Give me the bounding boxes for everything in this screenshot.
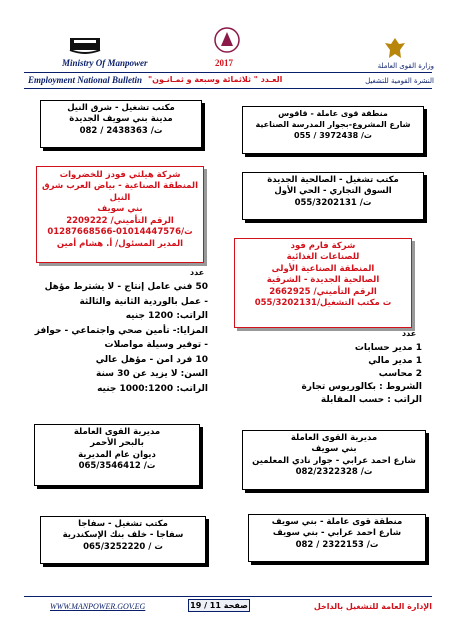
box-line: مكتب تشغيل - الصالحية الجديدة [267, 175, 399, 185]
insurance-number: الرقم التأميني/ 2662925 [269, 286, 377, 297]
admin-footer-ar: الإدارة العامة للتشغيل بالداخل [313, 602, 432, 611]
left-jobs-count-header: عدد [190, 268, 205, 277]
box-line: ت / 065/3252220 [83, 541, 163, 552]
box-line: بني سويف [311, 444, 357, 455]
company-address: المنطقة الصناعية - بياض العرب شرق النيل [42, 181, 198, 203]
office-box-new-salhia [242, 172, 424, 220]
job-line: 10 فرد امن - مؤهل عالي [95, 354, 208, 365]
box-line: ت/ 055/3202131 [294, 197, 372, 208]
company-phones: ت/01014447576-01287668566 [47, 227, 193, 238]
insurance-number: الرقم التأميني/ 2209222 [66, 215, 174, 226]
bulletin-title-en: Employment National Bulletin [28, 75, 143, 85]
job-line: الراتب: 1000:1200 جنيه [97, 383, 208, 394]
office-box-qaqos [242, 106, 424, 154]
box-line: ت/ 2322153 / 082 [295, 539, 379, 550]
directorate-box-beni-suef [242, 430, 426, 490]
box-line: ديوان عام المديرية [78, 449, 156, 460]
job-line: المزايا:- تأمين صحي واجتماعي - حوافز [34, 325, 208, 336]
job-line: السن: لا يزيد عن 30 سنة [95, 369, 208, 379]
eagle-logo [384, 36, 406, 60]
company-sector: للصناعات الغذائية [286, 252, 360, 263]
ministry-logo-left [68, 34, 102, 56]
website-link[interactable]: WWW.MANPOWER.GOV.EG [50, 602, 146, 611]
bulletin-title-ar: النشرة القومية للتشغيل [365, 77, 434, 85]
right-jobs-count-header: عدد [402, 329, 417, 338]
box-line: منطقة قوى عاملة - بني سويف [271, 517, 403, 527]
box-line: ت/ 082/2322328 [295, 467, 373, 478]
job-line: 1 مدير حسابات [354, 343, 422, 353]
company-name: شركة هيلثي فودز للخضروات [59, 170, 181, 180]
ministry-title-en: Ministry Of Manpower [62, 58, 148, 68]
issue-number: العـدد " ثلاثمائة وسبعة و ثمـانـون" [148, 75, 283, 84]
office-box-safaga [40, 516, 206, 564]
box-line: مكتب تشغيل - سفاجا [78, 519, 168, 529]
box-line: مديرية القوى العاملة [290, 433, 378, 443]
box-line: منطقة قوى عاملة - قاقوس [278, 109, 388, 118]
job-line: - عمل بالوردية الثانية والثالثة [79, 296, 208, 307]
box-line: السوق التجاري - الحي الأول [274, 186, 392, 197]
company-box-healthy-foods [36, 166, 204, 263]
company-zone: المنطقة الصناعية الأولى [271, 263, 375, 274]
company-manager: المدير المسئول/ أ. هشام أمين [56, 238, 184, 249]
office-box-beni-suef-zone [248, 514, 426, 562]
left-jobs-list [30, 280, 208, 396]
box-line: شارع المشروع-بجوار المدرسة الصناعية [255, 119, 411, 129]
page-number: صفحة 11 / 19 [188, 599, 250, 612]
box-line: سفاجا - خلف بنك الإسكندرية [62, 530, 184, 541]
office-phone: ت مكتب التشغيل/055/3202131 [254, 298, 392, 309]
box-line: ت/ 3972438 / 055 [294, 130, 372, 140]
job-line: 1 مدير مالي [368, 356, 422, 366]
box-line: مديرية القوى العاملة [73, 427, 161, 437]
year-label: 2017 [215, 58, 233, 68]
box-line: بالبحر الأحمر [90, 438, 144, 449]
company-name: شركة فارم فود [290, 241, 356, 251]
job-line: - توفير وسيلة مواصلات [104, 340, 208, 350]
box-line: ت/ 2438363 / 082 [79, 125, 163, 136]
box-line: مدينة بني سويف الجديدة [69, 114, 173, 125]
right-jobs-list [262, 342, 422, 407]
office-box-east-nile [40, 100, 202, 148]
job-line: 2 محاسب [378, 369, 422, 379]
ministry-title-ar: وزارة القوى العاملة [377, 62, 434, 70]
directorate-box-red-sea [34, 424, 200, 486]
box-line: شارع احمد عرابي - جوار نادي المعلمين [252, 455, 416, 466]
company-box-farm-food [234, 238, 412, 328]
box-line: مكتب تشغيل - شرق النيل [67, 103, 175, 113]
company-city: بني سويف [97, 204, 143, 215]
job-line: الشروط : بكالوريوس تجارة [301, 382, 422, 392]
company-city: الصالحية الجديدة - الشرقية [266, 275, 380, 286]
box-line: شارع احمد عرابي - بني سويف [272, 528, 402, 539]
job-line: 50 فني عامل إنتاج - لا يشترط مؤهل [44, 282, 208, 292]
box-line: ت/ 065/3546412 [78, 461, 156, 472]
centre-emblem [213, 26, 241, 54]
job-line: الراتب : حسب المقابلة [320, 395, 422, 405]
job-line: الراتب: 1200 جنيه [125, 311, 208, 321]
